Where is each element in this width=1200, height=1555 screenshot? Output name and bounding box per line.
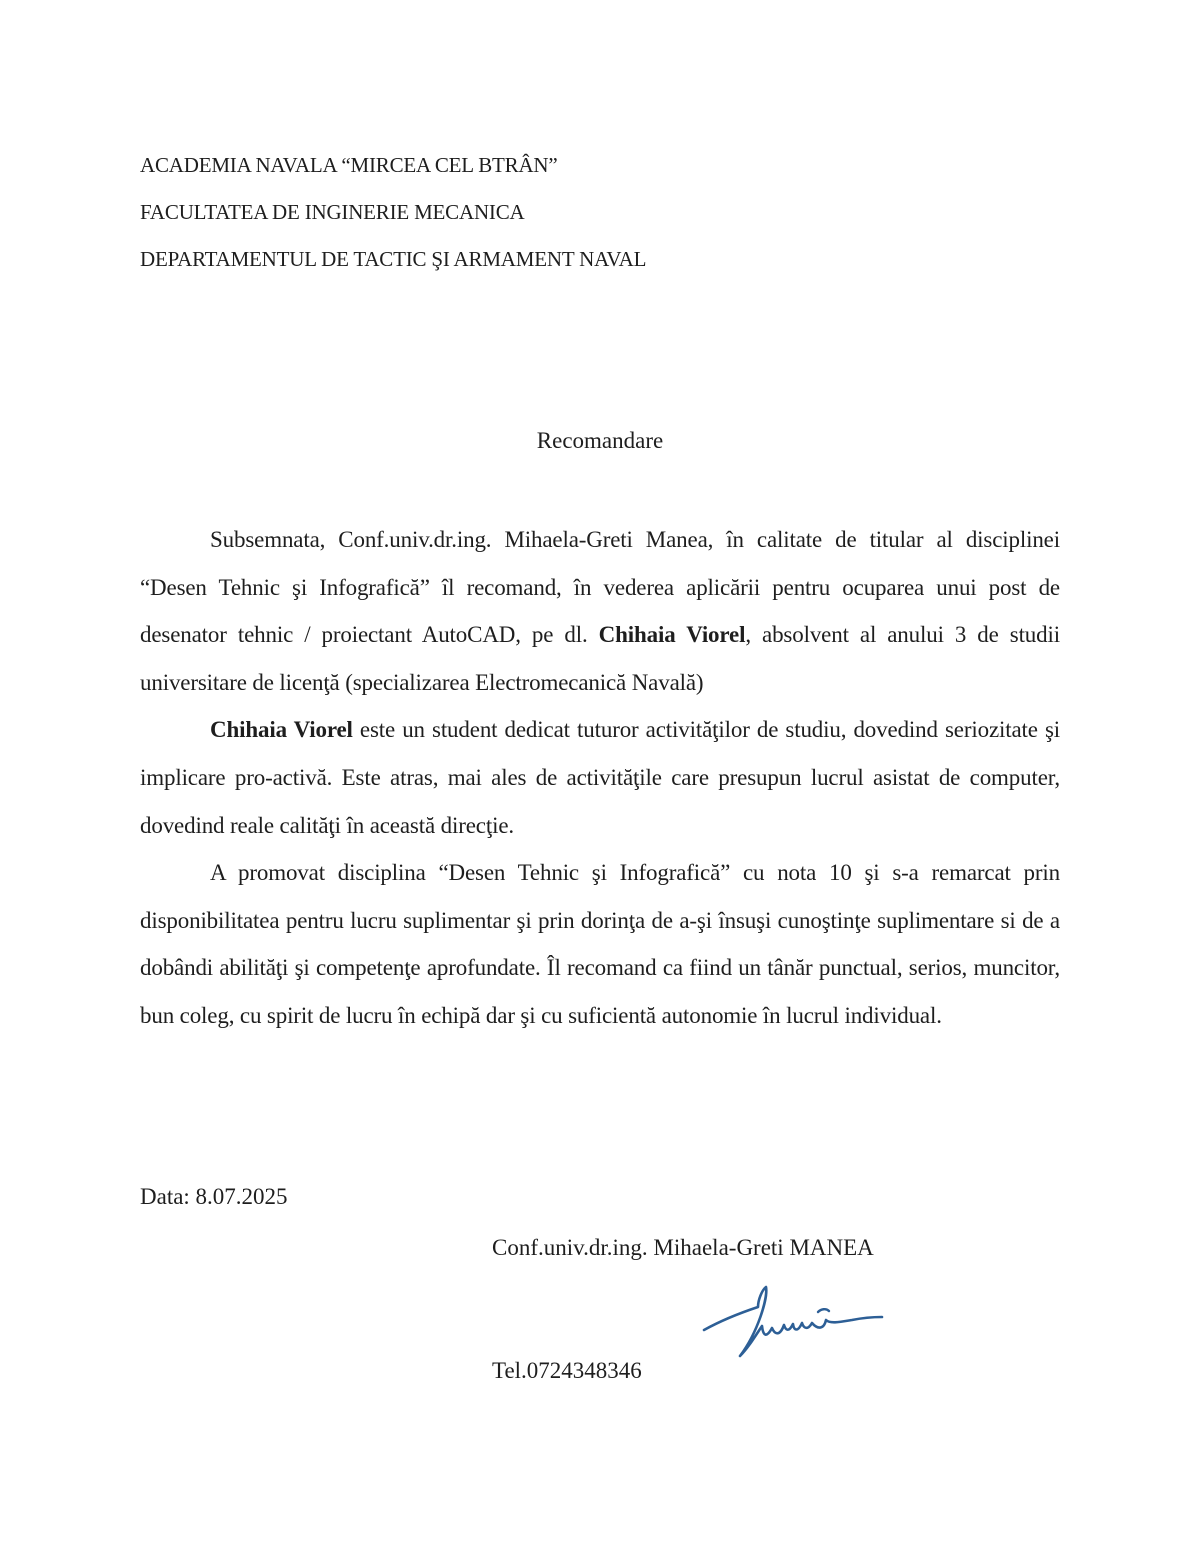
handwritten-signature [700, 1280, 885, 1375]
paragraph-intro-text: Subsemnata, Conf.univ.dr.ing. Mihaela-Greti Manea, în calitate de titular al disciplinei “Desen Tehnic şi Infografică” îl recomand, în vederea aplicării pentru ocuparea unui post de desenator tehnic / proiectant AutoCAD, pe dl. [140, 527, 1060, 648]
department-name: DEPARTAMENTUL DE TACTIC ŞI ARMAMENT NAVAL [140, 247, 647, 271]
letter-body [140, 516, 1060, 1040]
signer-phone: Tel.0724348346 [492, 1358, 642, 1383]
academy-name: ACADEMIA NAVALA “MIRCEA CEL BTRÂN” [140, 153, 558, 177]
institution-header [140, 142, 1040, 283]
letter-date: Data: 8.07.2025 [140, 1184, 288, 1209]
faculty-name: FACULTATEA DE INGINERIE MECANICA [140, 200, 525, 224]
signer-name: Conf.univ.dr.ing. Mihaela-Greti MANEA [492, 1235, 874, 1260]
paragraph-qualities-text: este un student dedicat tuturor activităţilor de studiu, dovedind seriozitate şi implicare pro-activă. Este atras, mai ales de activităţile care presupun lucrul asistat de computer, dovedind reale calităţi în această direcţie. [140, 717, 1061, 838]
document-title: Recomandare [536, 428, 664, 453]
paragraph-intro [140, 516, 1060, 706]
paragraph-achievements: A promovat disciplina “Desen Tehnic şi Infografică” cu nota 10 şi s-a remarcat prin disponibilitatea pentru lucru suplimentar şi prin dorinţa de a-şi însuşi cunoştinţe suplimentare si de a dobândi abilităţi şi competenţe aprofundate. Îl recomand ca fiind un tânăr punctual, serios, muncitor, bun coleg, cu spirit de lucru în echipă dar şi cu suficientă autonomie în lucrul individual. [140, 860, 1060, 1028]
candidate-name: Chihaia Viorel [210, 717, 353, 743]
paragraph-intro-text-cont: , absolvent al anului 3 de studii universitare de licenţă (specializarea Electromecanică Navală) [140, 622, 1060, 695]
paragraph-qualities [140, 706, 1060, 849]
candidate-name: Chihaia Viorel [598, 622, 746, 648]
